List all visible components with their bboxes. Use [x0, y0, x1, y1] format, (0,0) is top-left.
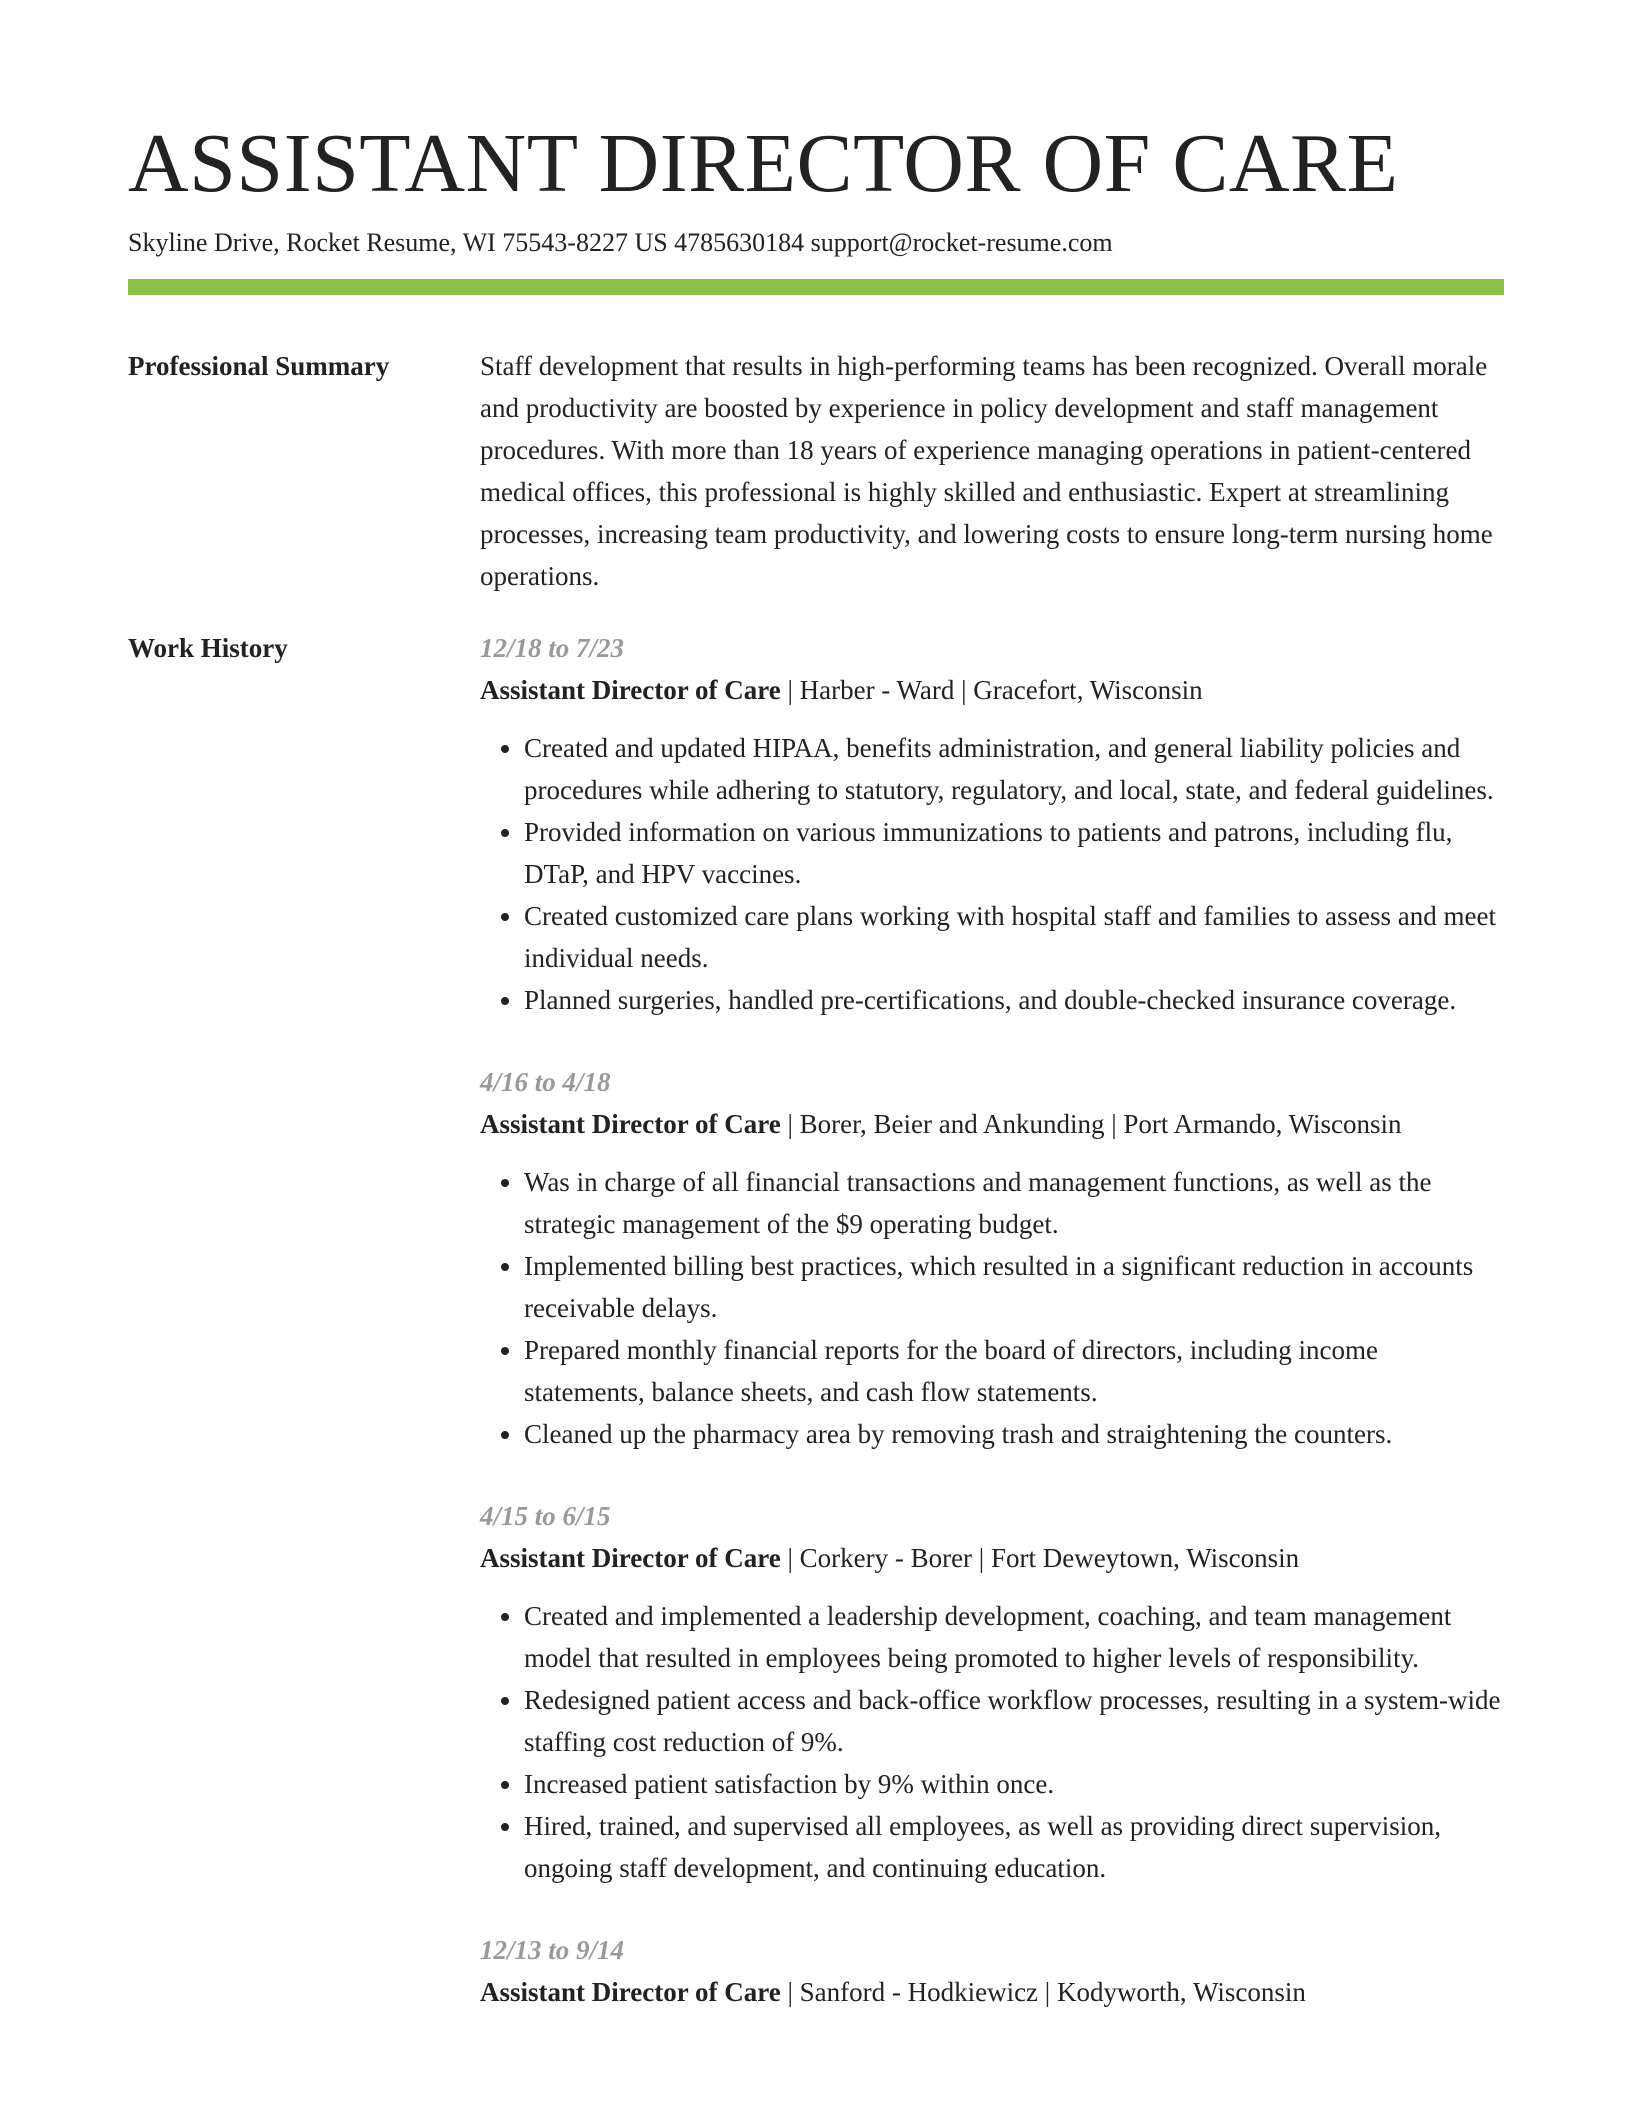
header-divider	[128, 279, 1504, 295]
job-date: 4/15 to 6/15	[480, 1501, 611, 1532]
job-title: Assistant Director of Care	[480, 675, 781, 706]
job-bullet: • Created and implemented a leadership development, coaching, and team management model that resulted in employees being promoted to higher levels of responsibility.	[524, 1595, 1504, 1679]
job-entry	[480, 1061, 1504, 1455]
work-history-section	[128, 627, 1504, 2053]
job-bullet-list	[480, 1161, 1504, 1455]
job-title-line	[480, 1971, 1504, 2013]
job-date: 12/13 to 9/14	[480, 1935, 625, 1966]
job-employer-location: | Corkery - Borer | Fort Deweytown, Wisconsin	[780, 1543, 1300, 1574]
job-bullet: • Created and updated HIPAA, benefits administration, and general liability policies and procedures while adhering to statutory, regulatory, and local, state, and federal guidelines.	[524, 727, 1504, 811]
job-employer-location: | Sanford - Hodkiewicz | Kodyworth, Wisconsin	[780, 1977, 1306, 2008]
job-title-line	[480, 1103, 1504, 1145]
job-date: 12/18 to 7/23	[480, 633, 625, 664]
job-bullet-list	[480, 1595, 1504, 1889]
job-bullet: • Planned surgeries, handled pre-certifications, and double-checked insurance coverage.	[524, 979, 1504, 1021]
job-bullet: • Cleaned up the pharmacy area by removing trash and straightening the counters.	[524, 1413, 1504, 1455]
job-bullet: • Provided information on various immunizations to patients and patrons, including flu, DTaP, and HPV vaccines.	[524, 811, 1504, 895]
job-employer-location: | Borer, Beier and Ankunding | Port Armando, Wisconsin	[780, 1109, 1402, 1140]
job-title-line	[480, 1537, 1504, 1579]
resume-page	[128, 118, 1504, 2053]
summary-text: Staff development that results in high-performing teams has been recognized. Overall morale and productivity are boosted by experience in policy development and staff management procedures. With more than 18 years of experience managing operations in patient-centered medical offices, this professional is highly skilled and enthusiastic. Expert at streamlining processes, increasing team productivity, and lowering costs to ensure long-term nursing home operations.	[480, 351, 1493, 592]
job-bullet-list	[480, 727, 1504, 1021]
job-employer-location: | Harber - Ward | Gracefort, Wisconsin	[780, 675, 1203, 706]
job-date: 4/16 to 4/18	[480, 1067, 611, 1098]
job-entry	[480, 1495, 1504, 1889]
resume-name: ASSISTANT DIRECTOR OF CARE	[128, 117, 1399, 210]
job-bullet: • Was in charge of all financial transactions and management functions, as well as the strategic management of the $9 operating budget.	[524, 1161, 1504, 1245]
job-bullet: • Created customized care plans working with hospital staff and families to assess and meet individual needs.	[524, 895, 1504, 979]
job-bullet: • Increased patient satisfaction by 9% within once.	[524, 1763, 1504, 1805]
job-bullet: • Implemented billing best practices, which resulted in a significant reduction in accounts receivable delays.	[524, 1245, 1504, 1329]
contact-line: Skyline Drive, Rocket Resume, WI 75543-8227 US 4785630184 support@rocket-resume.com	[128, 228, 1113, 258]
job-title: Assistant Director of Care	[480, 1543, 781, 1574]
job-title-line	[480, 669, 1504, 711]
section-label-work-history: Work History	[128, 633, 288, 664]
professional-summary-section	[128, 345, 1504, 597]
job-entry	[480, 627, 1504, 1021]
job-bullet: • Redesigned patient access and back-office workflow processes, resulting in a system-wide staffing cost reduction of 9%.	[524, 1679, 1504, 1763]
section-label-summary: Professional Summary	[128, 351, 390, 382]
job-title: Assistant Director of Care	[480, 1977, 781, 2008]
job-bullet: • Hired, trained, and supervised all employees, as well as providing direct supervision, ongoing staff development, and continuing education.	[524, 1805, 1504, 1889]
job-title: Assistant Director of Care	[480, 1109, 781, 1140]
job-entry	[480, 1929, 1504, 2013]
job-bullet: • Prepared monthly financial reports for the board of directors, including income statements, balance sheets, and cash flow statements.	[524, 1329, 1504, 1413]
job-list	[480, 627, 1504, 2053]
